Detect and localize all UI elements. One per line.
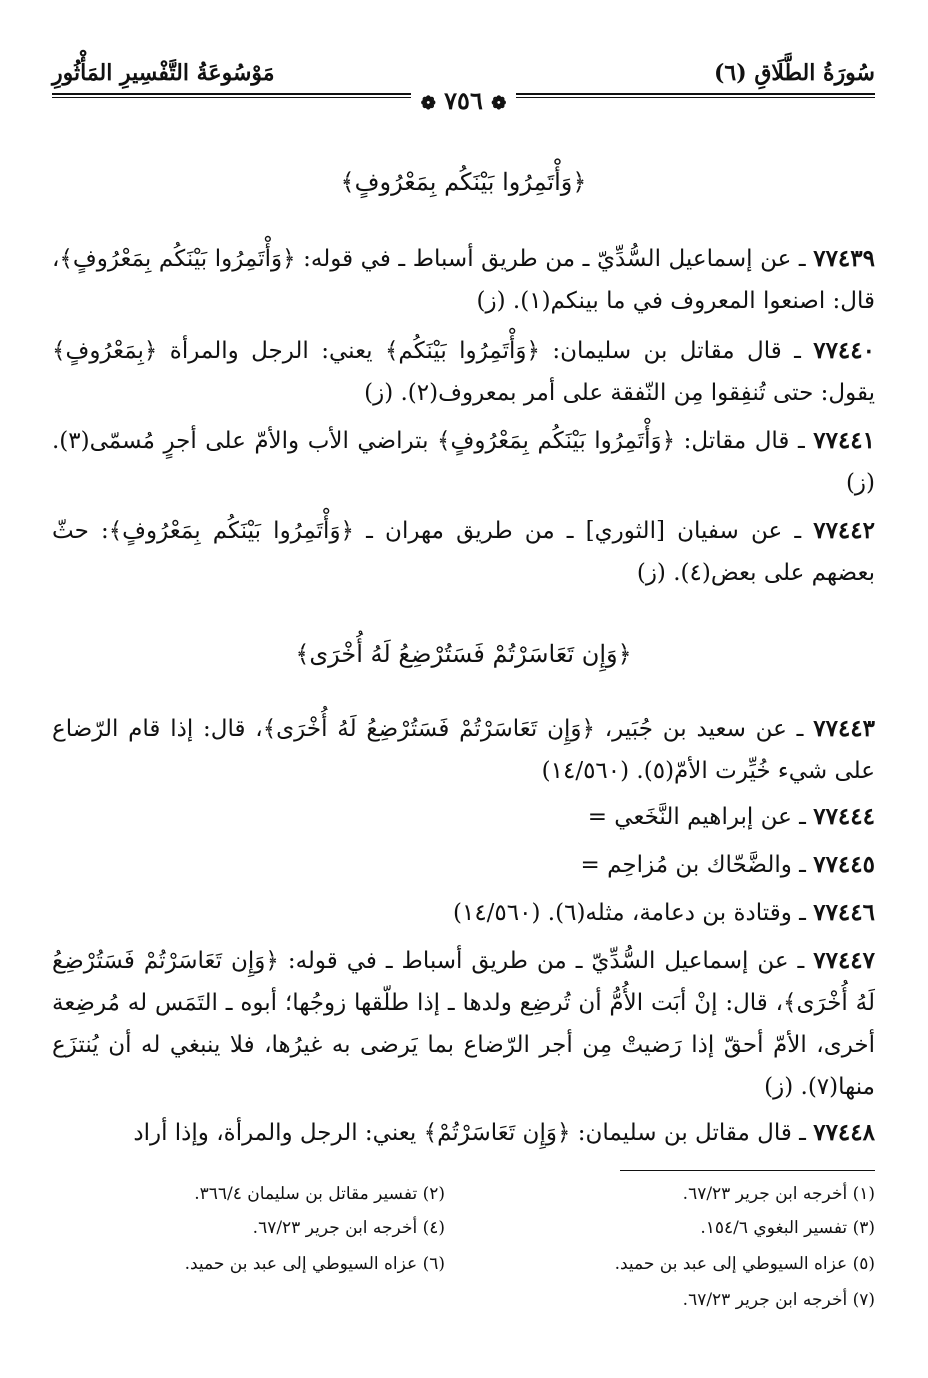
narration <box>52 238 875 322</box>
footnote: (٣) تفسير البغوي ١٥٤/٦. <box>700 1218 875 1238</box>
narration-text: ـ عن إسماعيل السُّدِّيّ ـ من طريق أسباط ـ في قوله: ﴿وَأْتَمِرُوا بَيْنَكُم بِمَعْرُوفٍ﴾، قال: اصنعوا المعروف في ما بينكم(١). (ز) <box>52 246 875 314</box>
narration <box>52 796 875 838</box>
footnote: (٥) عزاه السيوطي إلى عبد بن حميد. <box>614 1254 875 1274</box>
narration-number: ٧٧٤٣٩ <box>813 245 875 272</box>
narration <box>52 940 875 1108</box>
narration-text: ـ وقتادة بن دعامة، مثله(٦). (١٤/٥٦٠) <box>452 900 806 926</box>
footnote: (٤) أخرجه ابن جرير ٦٧/٢٣. <box>252 1218 445 1238</box>
narration <box>52 330 875 414</box>
narration <box>52 708 875 792</box>
narration <box>52 420 875 504</box>
page-header <box>52 60 875 120</box>
verse-heading: ﴿وَأْتَمِرُوا بَيْنَكُم بِمَعْرُوفٍ﴾ <box>340 168 587 196</box>
narration <box>52 892 875 934</box>
footnote: (٦) عزاه السيوطي إلى عبد بن حميد. <box>184 1254 445 1274</box>
narration-number: ٧٧٤٤٥ <box>813 851 875 878</box>
ornament-left-icon: ❁ <box>420 93 436 114</box>
narration-text: ـ قال مقاتل: ﴿وَأْتَمِرُوا بَيْنَكُم بِمَعْرُوفٍ﴾ بتراضي الأب والأمّ على أجرٍ مُسمّى(٣). (ز) <box>52 428 875 496</box>
narration-number: ٧٧٤٤٨ <box>813 1119 875 1146</box>
narration <box>52 510 875 594</box>
book-title: مَوْسُوعَةُ التَّفْسِيرِ المَأْثُورِ <box>52 60 275 86</box>
narration <box>52 1112 875 1154</box>
footnote: (٢) تفسير مقاتل بن سليمان ٣٦٦/٤. <box>194 1184 445 1204</box>
narration-number: ٧٧٤٤٢ <box>813 517 875 544</box>
narration <box>52 844 875 886</box>
page-number-box <box>411 86 517 115</box>
narration-number: ٧٧٤٤٠ <box>813 337 875 364</box>
narration-number: ٧٧٤٤٤ <box>813 803 875 830</box>
narration-text: ـ عن سعيد بن جُبَير، ﴿وَإِن تَعَاسَرْتُمْ فَسَتُرْضِعُ لَهُ أُخْرَى﴾، قال: إذا قام الرّضاع على شيء خُيِّرت الأمّ(٥). (١٤/٥٦٠) <box>52 716 875 784</box>
ornament-right-icon: ❁ <box>491 93 507 114</box>
footnote: (١) أخرجه ابن جرير ٦٧/٢٣. <box>682 1184 875 1204</box>
footnote: (٧) أخرجه ابن جرير ٦٧/٢٣. <box>682 1290 875 1310</box>
narration-text: ـ قال مقاتل بن سليمان: ﴿وَأْتَمِرُوا بَيْنَكُم﴾ يعني: الرجل والمرأة ﴿بِمَعْرُوفٍ﴾ يقول: حتى تُنفِقوا مِن النّفقة على أمر بمعروف(٢). (ز) <box>52 338 875 406</box>
narration-text: ـ عن إسماعيل السُّدِّيّ ـ من طريق أسباط ـ في قوله: ﴿وَإِن تَعَاسَرْتُمْ فَسَتُرْضِعُ لَهُ أُخْرَى﴾، قال: إنْ أبَت الأُمُّ أن تُرضِع ولدها ـ إذا طلّقها زوجُها؛ أبوه ـ التَمَس له مُرضِعة أخرى، الأمّ أحقّ إذا رَضيتْ مِن أجر الرّضاع بما يَرضى به غيرُها، فلا ينبغي له أن يُنتزَع منها(٧). (ز) <box>52 948 875 1100</box>
page-number: ٧٥٦ <box>444 86 483 115</box>
narration-number: ٧٧٤٤٧ <box>813 947 876 974</box>
narration-number: ٧٧٤٤٣ <box>813 715 876 742</box>
narration-text: ـ عن سفيان [الثوري] ـ من طريق مهران ـ ﴿وَأْتَمِرُوا بَيْنَكُم بِمَعْرُوفٍ﴾: حثّ بعضهم على بعض(٤). (ز) <box>52 518 875 586</box>
narration-number: ٧٧٤٤١ <box>813 427 876 454</box>
narration-text: ـ قال مقاتل بن سليمان: ﴿وَإِن تَعَاسَرْتُمْ﴾ يعني: الرجل والمرأة، وإذا أراد <box>133 1120 806 1146</box>
narration-text: ـ عن إبراهيم النَّخَعي = <box>587 804 806 830</box>
narration-text: ـ والضَّحّاك بن مُزاحِم = <box>580 852 806 878</box>
narration-number: ٧٧٤٤٦ <box>813 899 875 926</box>
footnote-rule <box>620 1170 875 1171</box>
surah-title: سُورَةُ الطَّلَاقِ (٦) <box>714 60 875 86</box>
verse-heading: ﴿وَإِن تَعَاسَرْتُمْ فَسَتُرْضِعُ لَهُ أُخْرَى﴾ <box>295 640 632 668</box>
